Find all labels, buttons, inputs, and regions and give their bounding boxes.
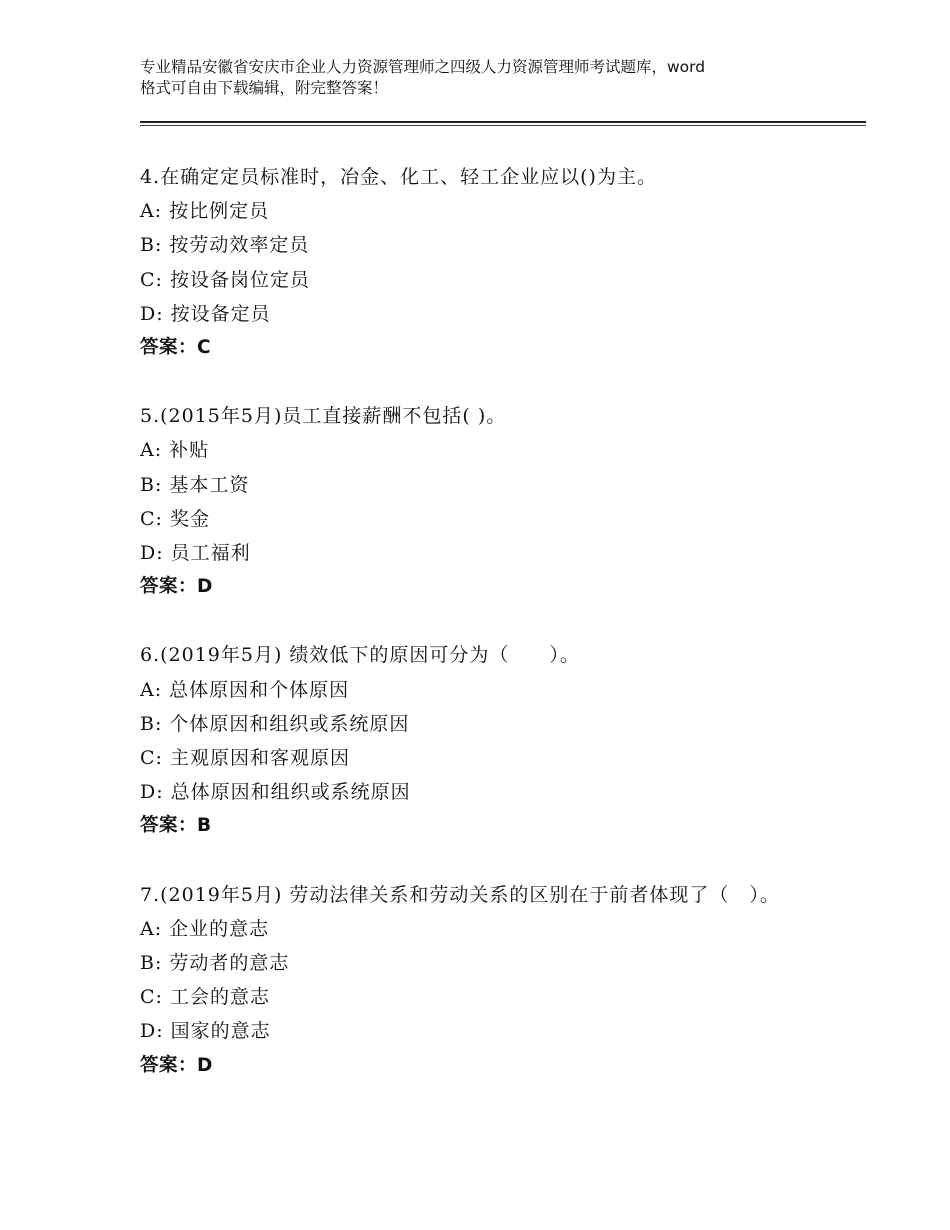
question-5: [140, 399, 866, 604]
option-c: C: 按设备岗位定员: [140, 268, 310, 291]
option-d: D: 国家的意志: [140, 1020, 271, 1043]
answer-line: 答案：D: [140, 1054, 213, 1076]
option-b: B: 按劳动效率定员: [140, 234, 310, 257]
option-b: B: 个体原因和组织或系统原因: [140, 712, 410, 735]
question-list: [140, 160, 866, 1117]
option-c: C: 工会的意志: [140, 986, 270, 1009]
document-header: [140, 57, 840, 99]
question-6: [140, 638, 866, 843]
option-c: C: 奖金: [140, 507, 210, 530]
option-d: D: 员工福利: [140, 542, 251, 565]
question-stem: 4.在确定定员标准时，冶金、化工、轻工企业应以()为主。: [140, 166, 657, 188]
option-a: A: 补贴: [140, 439, 210, 462]
header-title-line-2: 格式可自由下载编辑，附完整答案！: [140, 79, 389, 97]
question-4: [140, 160, 866, 365]
option-a: A: 企业的意志: [140, 917, 270, 940]
question-stem: 6.(2019年5月) 绩效低下的原因可分为（ ）。: [140, 644, 580, 667]
answer-line: 答案：B: [140, 815, 212, 837]
header-divider-thin: [140, 125, 866, 126]
question-stem: 7.(2019年5月) 劳动法律关系和劳动关系的区别在于前者体现了（ ）。: [140, 883, 780, 906]
option-a: A: 按比例定员: [140, 200, 270, 223]
option-a: A: 总体原因和个体原因: [140, 678, 350, 701]
option-b: B: 基本工资: [140, 473, 250, 496]
option-d: D: 按设备定员: [140, 302, 271, 325]
option-b: B: 劳动者的意志: [140, 952, 290, 975]
option-d: D: 总体原因和组织或系统原因: [140, 781, 411, 804]
header-title-line-1: 专业精品安徽省安庆市企业人力资源管理师之四级人力资源管理师考试题库，word: [140, 58, 706, 76]
question-stem: 5.(2015年5月)员工直接薪酬不包括( )。: [140, 405, 507, 428]
answer-line: 答案：D: [140, 576, 213, 598]
option-c: C: 主观原因和客观原因: [140, 747, 350, 770]
question-7: [140, 878, 866, 1083]
header-divider-thick: [140, 121, 866, 123]
answer-line: 答案：C: [140, 337, 212, 359]
